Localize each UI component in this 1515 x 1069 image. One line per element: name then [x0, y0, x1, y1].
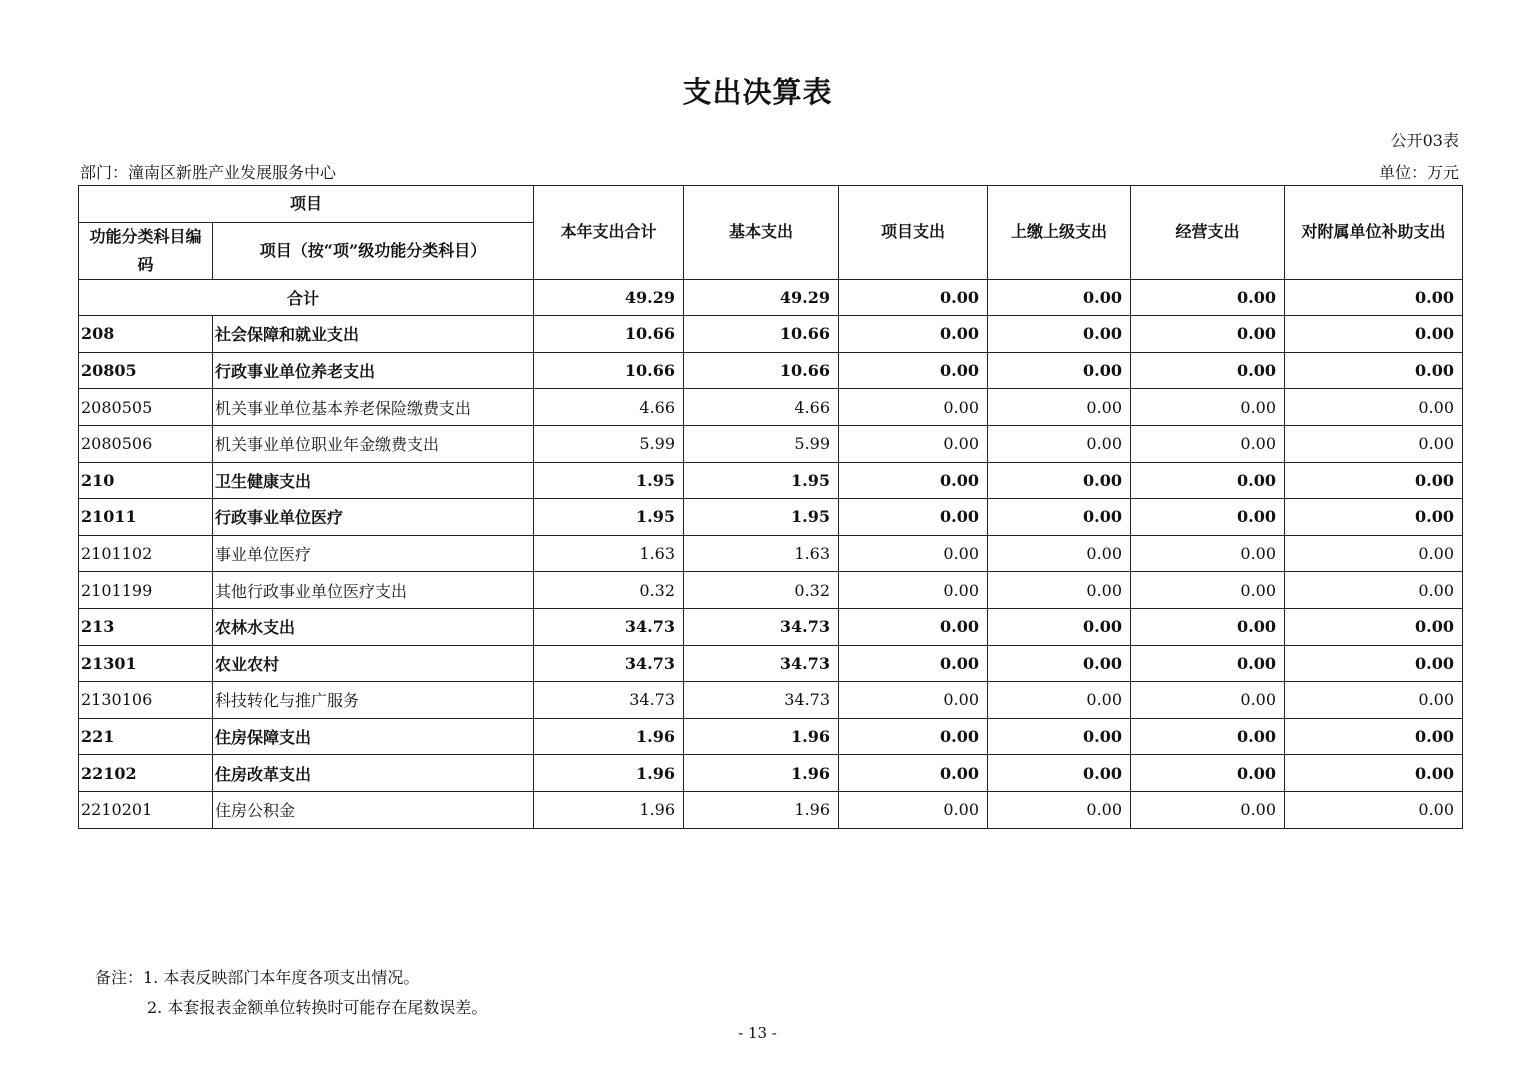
- row-total: 34.73: [534, 608, 684, 645]
- table-row: [79, 462, 1463, 499]
- row-project: 0.00: [839, 389, 988, 426]
- row-basic: 1.96: [684, 791, 839, 828]
- row-total: 1.95: [534, 462, 684, 499]
- table-row: [79, 352, 1463, 389]
- row-subsidy: 0.00: [1285, 535, 1463, 572]
- row-code: 20805: [79, 352, 213, 389]
- row-name: 住房保障支出: [213, 718, 534, 755]
- row-project: 0.00: [839, 499, 988, 536]
- row-operation: 0.00: [1131, 316, 1285, 353]
- row-name: 事业单位医疗: [213, 535, 534, 572]
- row-operation: 0.00: [1131, 791, 1285, 828]
- expenditure-table: [78, 185, 1463, 829]
- row-name: 行政事业单位医疗: [213, 499, 534, 536]
- unit-label: 单位：万元: [1378, 163, 1459, 182]
- row-name: 科技转化与推广服务: [213, 682, 534, 719]
- row-name: 机关事业单位基本养老保险缴费支出: [213, 389, 534, 426]
- row-subsidy: 0.00: [1285, 572, 1463, 609]
- total-upper: 0.00: [988, 279, 1131, 316]
- row-subsidy: 0.00: [1285, 462, 1463, 499]
- header-project: 项目支出: [839, 186, 988, 280]
- page-number: - 13 -: [738, 1024, 777, 1042]
- row-total: 34.73: [534, 682, 684, 719]
- header-operation: 经营支出: [1131, 186, 1285, 280]
- row-operation: 0.00: [1131, 499, 1285, 536]
- row-code: 221: [79, 718, 213, 755]
- row-operation: 0.00: [1131, 462, 1285, 499]
- row-operation: 0.00: [1131, 389, 1285, 426]
- row-project: 0.00: [839, 718, 988, 755]
- header-code: 功能分类科目编码: [79, 222, 213, 279]
- header-upper: 上缴上级支出: [988, 186, 1131, 280]
- total-subsidy: 0.00: [1285, 279, 1463, 316]
- row-name: 农林水支出: [213, 608, 534, 645]
- row-subsidy: 0.00: [1285, 316, 1463, 353]
- row-upper: 0.00: [988, 499, 1131, 536]
- row-upper: 0.00: [988, 425, 1131, 462]
- header-total: 本年支出合计: [534, 186, 684, 280]
- row-upper: 0.00: [988, 791, 1131, 828]
- row-project: 0.00: [839, 352, 988, 389]
- row-subsidy: 0.00: [1285, 499, 1463, 536]
- header-subsidy: 对附属单位补助支出: [1285, 186, 1463, 280]
- row-project: 0.00: [839, 572, 988, 609]
- header-name: 项目（按“项”级功能分类科目）: [213, 222, 534, 279]
- row-name: 住房公积金: [213, 791, 534, 828]
- row-upper: 0.00: [988, 682, 1131, 719]
- total-project: 0.00: [839, 279, 988, 316]
- row-basic: 1.95: [684, 499, 839, 536]
- row-project: 0.00: [839, 316, 988, 353]
- header-project-group: 项目: [79, 186, 534, 223]
- row-subsidy: 0.00: [1285, 718, 1463, 755]
- row-operation: 0.00: [1131, 608, 1285, 645]
- row-upper: 0.00: [988, 389, 1131, 426]
- row-upper: 0.00: [988, 645, 1131, 682]
- row-subsidy: 0.00: [1285, 645, 1463, 682]
- total-total: 49.29: [534, 279, 684, 316]
- row-operation: 0.00: [1131, 535, 1285, 572]
- total-row: [79, 279, 1463, 316]
- total-operation: 0.00: [1131, 279, 1285, 316]
- row-project: 0.00: [839, 425, 988, 462]
- row-operation: 0.00: [1131, 718, 1285, 755]
- table-row: [79, 535, 1463, 572]
- row-code: 2080506: [79, 425, 213, 462]
- row-upper: 0.00: [988, 462, 1131, 499]
- page-title: 支出决算表: [682, 75, 833, 109]
- row-basic: 1.96: [684, 718, 839, 755]
- row-code: 210: [79, 462, 213, 499]
- row-name: 机关事业单位职业年金缴费支出: [213, 425, 534, 462]
- row-project: 0.00: [839, 608, 988, 645]
- table-row: [79, 608, 1463, 645]
- table-row: [79, 572, 1463, 609]
- total-label: 合计: [79, 279, 534, 316]
- form-number: 公开03表: [1390, 131, 1459, 150]
- table-row: [79, 645, 1463, 682]
- row-upper: 0.00: [988, 572, 1131, 609]
- row-operation: 0.00: [1131, 572, 1285, 609]
- row-operation: 0.00: [1131, 645, 1285, 682]
- row-project: 0.00: [839, 462, 988, 499]
- table-row: [79, 755, 1463, 792]
- row-total: 0.32: [534, 572, 684, 609]
- row-operation: 0.00: [1131, 682, 1285, 719]
- row-upper: 0.00: [988, 755, 1131, 792]
- row-name: 住房改革支出: [213, 755, 534, 792]
- row-code: 21011: [79, 499, 213, 536]
- table-row: [79, 791, 1463, 828]
- row-subsidy: 0.00: [1285, 791, 1463, 828]
- row-basic: 4.66: [684, 389, 839, 426]
- row-total: 10.66: [534, 316, 684, 353]
- row-operation: 0.00: [1131, 425, 1285, 462]
- row-upper: 0.00: [988, 608, 1131, 645]
- row-basic: 34.73: [684, 682, 839, 719]
- table-row: [79, 389, 1463, 426]
- row-name: 农业农村: [213, 645, 534, 682]
- header-basic: 基本支出: [684, 186, 839, 280]
- row-project: 0.00: [839, 755, 988, 792]
- row-project: 0.00: [839, 645, 988, 682]
- row-upper: 0.00: [988, 352, 1131, 389]
- row-code: 2210201: [79, 791, 213, 828]
- row-upper: 0.00: [988, 316, 1131, 353]
- row-total: 34.73: [534, 645, 684, 682]
- row-total: 4.66: [534, 389, 684, 426]
- row-project: 0.00: [839, 791, 988, 828]
- row-subsidy: 0.00: [1285, 608, 1463, 645]
- table-row: [79, 316, 1463, 353]
- row-subsidy: 0.00: [1285, 755, 1463, 792]
- row-total: 1.96: [534, 718, 684, 755]
- table-row: [79, 682, 1463, 719]
- row-code: 208: [79, 316, 213, 353]
- note-1: 备注：1. 本表反映部门本年度各项支出情况。: [95, 968, 420, 987]
- row-basic: 34.73: [684, 608, 839, 645]
- row-code: 2080505: [79, 389, 213, 426]
- row-code: 2101199: [79, 572, 213, 609]
- table-row: [79, 425, 1463, 462]
- row-upper: 0.00: [988, 535, 1131, 572]
- row-name: 行政事业单位养老支出: [213, 352, 534, 389]
- row-subsidy: 0.00: [1285, 425, 1463, 462]
- row-total: 1.63: [534, 535, 684, 572]
- row-total: 1.95: [534, 499, 684, 536]
- row-basic: 5.99: [684, 425, 839, 462]
- row-name: 卫生健康支出: [213, 462, 534, 499]
- table-row: [79, 718, 1463, 755]
- row-code: 22102: [79, 755, 213, 792]
- row-subsidy: 0.00: [1285, 352, 1463, 389]
- row-name: 社会保障和就业支出: [213, 316, 534, 353]
- row-total: 10.66: [534, 352, 684, 389]
- row-total: 1.96: [534, 791, 684, 828]
- row-operation: 0.00: [1131, 755, 1285, 792]
- row-basic: 0.32: [684, 572, 839, 609]
- row-basic: 10.66: [684, 352, 839, 389]
- row-subsidy: 0.00: [1285, 682, 1463, 719]
- row-code: 21301: [79, 645, 213, 682]
- department-label: 部门：潼南区新胜产业发展服务中心: [80, 163, 337, 182]
- row-basic: 10.66: [684, 316, 839, 353]
- row-name: 其他行政事业单位医疗支出: [213, 572, 534, 609]
- row-code: 2130106: [79, 682, 213, 719]
- row-total: 5.99: [534, 425, 684, 462]
- table-row: [79, 499, 1463, 536]
- row-project: 0.00: [839, 535, 988, 572]
- row-basic: 1.96: [684, 755, 839, 792]
- row-upper: 0.00: [988, 718, 1131, 755]
- row-basic: 1.95: [684, 462, 839, 499]
- total-basic: 49.29: [684, 279, 839, 316]
- row-total: 1.96: [534, 755, 684, 792]
- row-subsidy: 0.00: [1285, 389, 1463, 426]
- row-basic: 34.73: [684, 645, 839, 682]
- note-2: 2. 本套报表金额单位转换时可能存在尾数误差。: [147, 998, 488, 1017]
- row-project: 0.00: [839, 682, 988, 719]
- row-operation: 0.00: [1131, 352, 1285, 389]
- row-basic: 1.63: [684, 535, 839, 572]
- row-code: 213: [79, 608, 213, 645]
- row-code: 2101102: [79, 535, 213, 572]
